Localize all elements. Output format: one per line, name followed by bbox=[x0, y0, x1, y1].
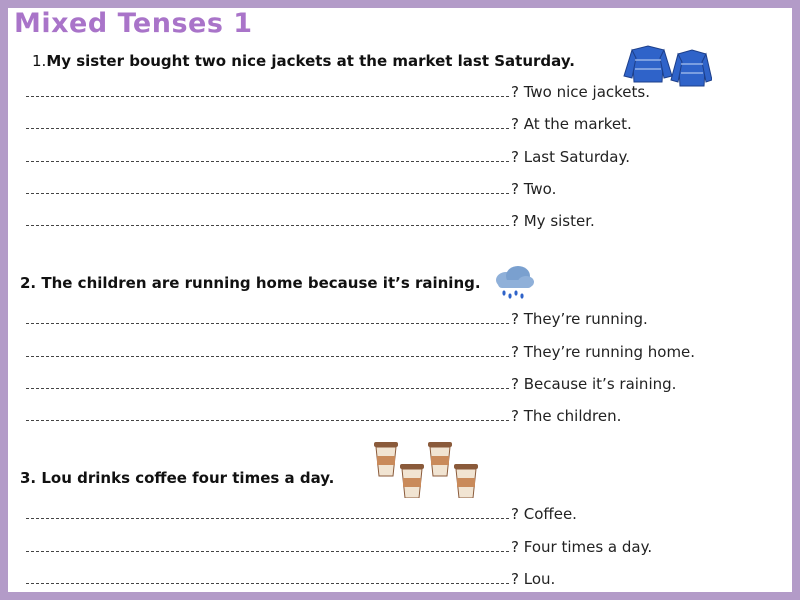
answer-blank[interactable] bbox=[26, 537, 509, 552]
answer-text: ? At the market. bbox=[511, 115, 632, 133]
question-2-answer-line bbox=[26, 374, 676, 393]
question-1-number: 1. bbox=[32, 52, 47, 70]
answer-text: ? They’re running home. bbox=[511, 343, 696, 361]
answer-blank[interactable] bbox=[26, 342, 509, 357]
question-2-number: 2. bbox=[20, 274, 37, 292]
question-2-answer-line bbox=[26, 309, 648, 328]
answer-text: ? Two nice jackets. bbox=[511, 83, 650, 101]
answer-text: ? Lou. bbox=[511, 570, 556, 588]
answer-blank[interactable] bbox=[26, 309, 509, 324]
question-2-answer-line bbox=[26, 406, 621, 425]
answer-text: ? They’re running. bbox=[511, 310, 648, 328]
question-1-answer-line bbox=[26, 147, 630, 166]
question-2-sentence bbox=[20, 274, 481, 292]
question-3-answer-line bbox=[26, 504, 577, 523]
question-1-answer-line bbox=[26, 82, 650, 101]
answer-text: ? Four times a day. bbox=[511, 538, 653, 556]
answer-text: ? Last Saturday. bbox=[511, 148, 630, 166]
question-2-text: The children are running home because it’s raining. bbox=[41, 274, 481, 292]
answer-text: ? My sister. bbox=[511, 212, 595, 230]
answer-blank[interactable] bbox=[26, 504, 509, 519]
question-1-sentence bbox=[32, 52, 575, 70]
rain-cloud-icon bbox=[490, 264, 536, 300]
answer-blank[interactable] bbox=[26, 211, 509, 226]
question-3-sentence bbox=[20, 469, 334, 487]
question-2-answer-line bbox=[26, 342, 695, 361]
answer-blank[interactable] bbox=[26, 569, 509, 584]
answer-text: ? Because it’s raining. bbox=[511, 375, 677, 393]
page-title: Mixed Tenses 1 bbox=[14, 8, 253, 39]
answer-text: ? Two. bbox=[511, 180, 557, 198]
answer-blank[interactable] bbox=[26, 82, 509, 97]
question-1-text: My sister bought two nice jackets at the market last Saturday. bbox=[46, 52, 575, 70]
question-1-answer-line bbox=[26, 211, 595, 230]
question-3-answer-line bbox=[26, 569, 555, 588]
worksheet-page bbox=[8, 8, 792, 592]
question-3-number: 3. bbox=[20, 469, 37, 487]
question-3-answer-line bbox=[26, 537, 652, 556]
answer-blank[interactable] bbox=[26, 114, 509, 129]
question-1-answer-line bbox=[26, 179, 556, 198]
answer-text: ? Coffee. bbox=[511, 505, 577, 523]
coffee-cups-icon bbox=[370, 440, 482, 498]
question-3-text: Lou drinks coffee four times a day. bbox=[41, 469, 335, 487]
answer-blank[interactable] bbox=[26, 179, 509, 194]
answer-blank[interactable] bbox=[26, 147, 509, 162]
answer-blank[interactable] bbox=[26, 374, 509, 389]
question-1-answer-line bbox=[26, 114, 632, 133]
answer-text: ? The children. bbox=[511, 407, 622, 425]
answer-blank[interactable] bbox=[26, 406, 509, 421]
